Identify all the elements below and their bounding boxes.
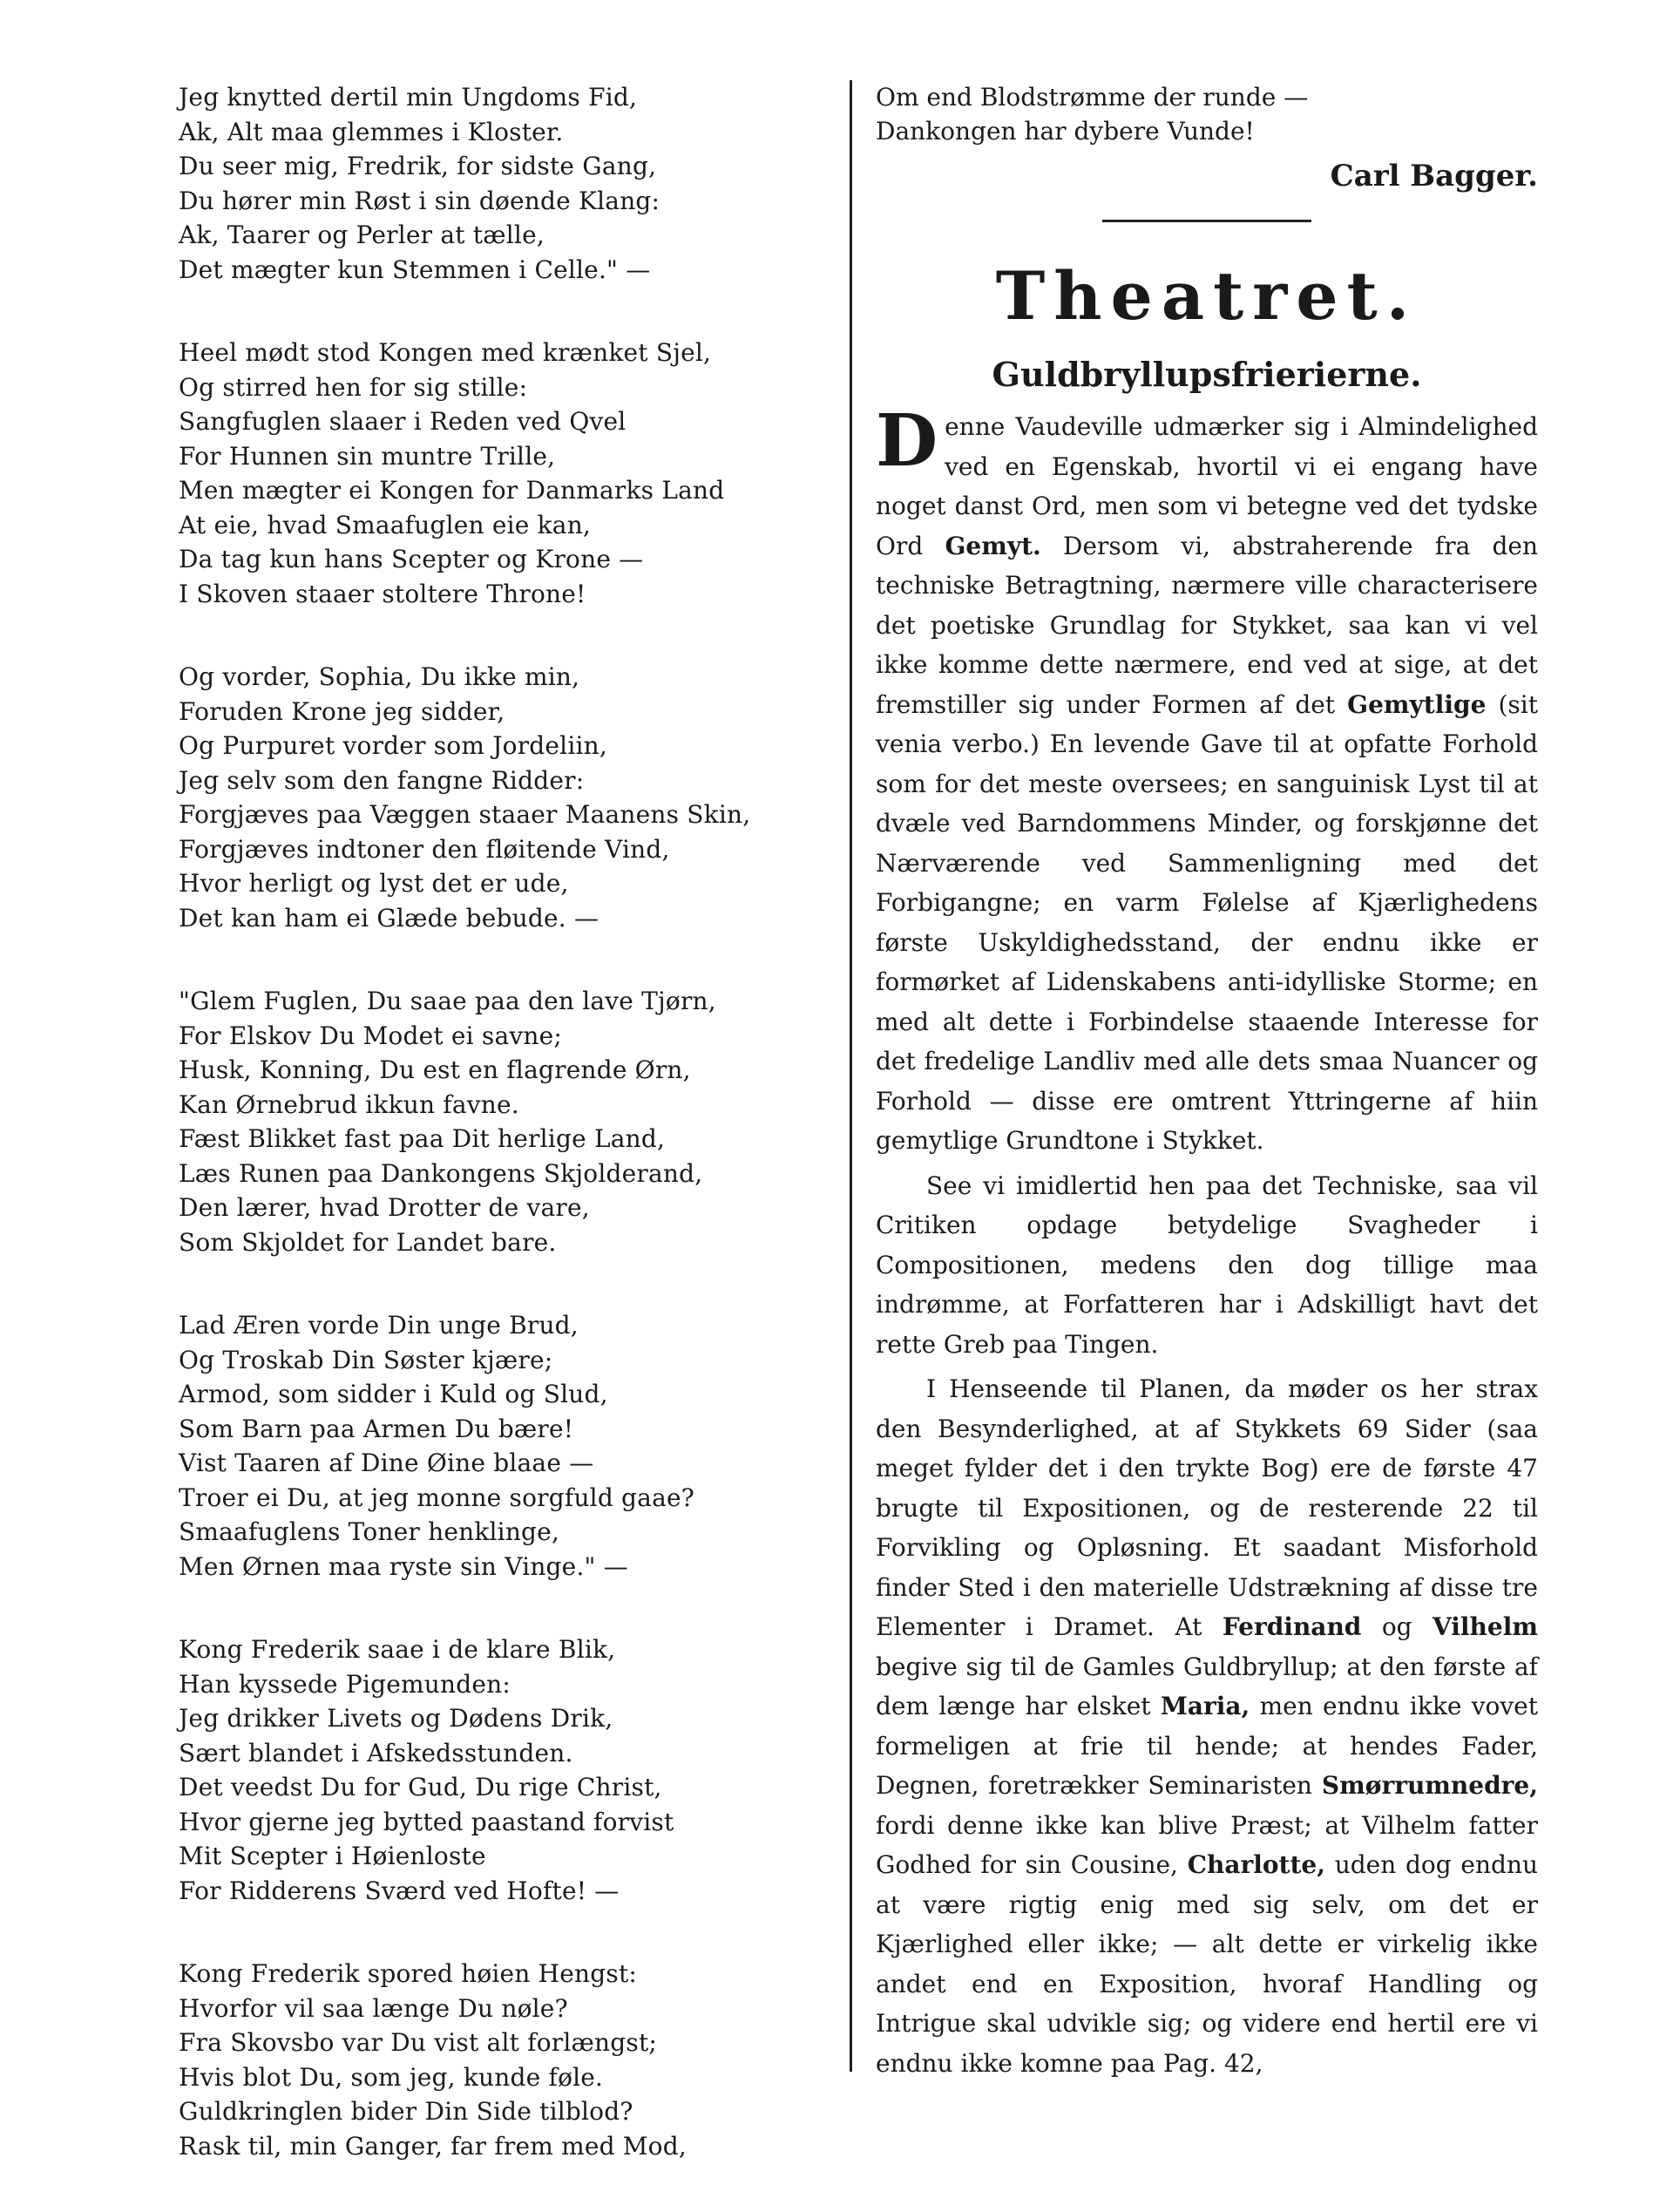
- poem-line: Jeg drikker Livets og Dødens Drik,: [179, 1704, 613, 1733]
- poem-line: Jeg selv som den fangne Ridder:: [179, 765, 585, 795]
- poem-line: "Glem Fuglen, Du saae paa den lave Tjørn,: [179, 987, 716, 1015]
- poem-line: Da tag kun hans Scepter og Krone —: [179, 545, 644, 573]
- poem-line: For Ridderens Sværd ved Hofte! —: [179, 1876, 620, 1905]
- poem-line: Mit Scepter i Høienloste: [179, 1842, 486, 1870]
- poem-line: At eie, hvad Smaafuglen eie kan,: [179, 510, 592, 539]
- poem-line: Troer ei Du, at jeg monne sorgfuld gaae?: [179, 1483, 694, 1512]
- name-ferdinand: Ferdinand: [1222, 1612, 1362, 1641]
- paragraph-1: [876, 399, 1538, 1161]
- article-subtitle: Guldbryllupsfrierierne.: [992, 355, 1422, 394]
- poem-line: Kan Ørnebrud ikkun favne.: [179, 1089, 519, 1119]
- poem-line: Men mægter ei Kongen for Danmarks Land: [179, 476, 725, 505]
- text: fordi denne ikke kan blive Præst; at Vilhelm fatter Godhed for sin Cousine,: [876, 1810, 1538, 1879]
- poem-stanza: [179, 80, 832, 287]
- poem-line: Hvis blot Du, som jeg, kunde føle.: [179, 2062, 604, 2092]
- poem-line: Kong Frederik spored høien Hengst:: [179, 1959, 638, 1988]
- poem-line: Forgjæves paa Væggen staaer Maanens Skin,: [179, 800, 751, 829]
- poem-line: Du hører min Røst i sin døende Klang:: [179, 186, 660, 215]
- poem-line: Og vorder, Sophia, Du ikke min,: [179, 662, 580, 691]
- poem-line: Lad Æren vorde Din unge Brud,: [179, 1311, 579, 1340]
- poem-line: For Hunnen sin muntre Trille,: [179, 441, 556, 471]
- poem-line: Læs Runen paa Dankongens Skjolderand,: [179, 1158, 703, 1188]
- column-divider: [850, 80, 852, 2072]
- text: uden dog endnu at være rigtig enig med sig selv, om det er Kjærlighed eller ikke; — alt dette er virkelig ikke andet end en Exposition, hvoraf Handling og Intrigue skal udvikle sig; og videre end hertil ere vi endnu ikke komne paa Pag. 42,: [876, 1850, 1539, 2078]
- text: I Henseende til Planen, da møder os her strax den Besynderlighed, at af Stykkets 69 Sider (saa meget fylder det i den trykte Bog) ere de første 47 brugte til Expositionen, og de resterende 22 til Forvikling og Opløsning. Et saadant Misforhold finder Sted i den materielle Udstrækning af disse tre Elementer i Dramet. At: [876, 1374, 1538, 1641]
- text: begive sig til de Gamles Guldbryllup; at den første af dem længe har elsket: [876, 1652, 1538, 1720]
- poem-line: Du seer mig, Fredrik, for sidste Gang,: [179, 152, 657, 180]
- text: og: [1361, 1612, 1412, 1641]
- poem-stanza: [179, 1308, 832, 1584]
- right-column: [876, 80, 1538, 2088]
- name-maria: Maria,: [1160, 1692, 1250, 1720]
- poem-end-line: Dankongen har dybere Vunde!: [876, 117, 1255, 146]
- poem-line: Som Barn paa Armen Du bære!: [179, 1414, 574, 1443]
- poem-line: Forgjæves indtoner den fløitende Vind,: [179, 834, 670, 864]
- poem-line: Som Skjoldet for Landet bare.: [179, 1227, 557, 1257]
- poem-line: Fra Skovsbo var Du vist alt forlængst;: [179, 2028, 658, 2057]
- poem-line: Sært blandet i Afskedsstunden.: [179, 1738, 573, 1768]
- poem-line: Den lærer, hvad Drotter de vare,: [179, 1193, 590, 1222]
- poem-line: Fæst Blikket fast paa Dit herlige Land,: [179, 1124, 666, 1153]
- poem-line: Guldkringlen bider Din Side tilblod?: [179, 2097, 633, 2126]
- poem-line: Og stirred hen for sig stille:: [179, 372, 528, 402]
- poem-line: Armod, som sidder i Kuld og Slud,: [179, 1380, 608, 1408]
- poem-line: Hvor gjerne jeg bytted paastand forvist: [179, 1807, 674, 1836]
- name-smorrumnedre: Smørrumnedre,: [1321, 1771, 1538, 1800]
- paragraph-2: See vi imidlertid hen paa det Techniske, saa vil Critiken opdage betydelige Svagheder i Compositionen, medens den dog tillige maa indrømme, at Forfatteren har i Adskilligt havt det rette Greb paa Tingen.: [876, 1170, 1538, 1359]
- poem-line: Sangfuglen slaaer i Reden ved Qvel: [179, 407, 627, 436]
- poem-line: Hvor herligt og lyst det er ude,: [179, 869, 569, 898]
- poem-line: For Elskov Du Modet ei savne;: [179, 1021, 563, 1050]
- text: Dersom vi, abstraherende fra den techniske Betragtning, nærmere ville characterisere det poetiske Grundlag for Stykket, saa kan vi vel ikke komme dette nærmere, end ved at sige, at det fremstiller sig under Formen af det: [876, 531, 1538, 719]
- poem-line: Kong Frederik saae i de klare Blik,: [179, 1635, 616, 1664]
- poem-line: Hvorfor vil saa længe Du nøle?: [179, 1993, 568, 2023]
- author-signature: Carl Bagger.: [1330, 159, 1538, 193]
- name-charlotte: Charlotte,: [1187, 1850, 1325, 1879]
- poem-line: Og Purpuret vorder som Jordeliin,: [179, 731, 607, 760]
- poem-stanza: [179, 1957, 832, 2163]
- poem-end-line: Om end Blodstrømme der runde —: [876, 83, 1309, 112]
- poem-line: Smaafuglens Toner henklinge,: [179, 1517, 560, 1546]
- poem-line: Ak, Alt maa glemmes i Kloster.: [179, 117, 564, 146]
- poem-line: Ak, Taarer og Perler at tælle,: [179, 221, 545, 249]
- poem-stanza: [179, 660, 832, 935]
- text: (sit venia verbo.) En levende Gave til at opfatte Forhold som for det meste oversees; en sanguinisk Lyst til at dvæle ved Barndommens Minder, og forskjønne det Nærværende ved Sammenligning med det Forbigangne; en varm Følelse af Kjærlighedens første Uskyldighedsstand, der endnu ikke er formørket af Lidenskabens anti-idylliske Storme; en med alt dette i Forbindelse staaende Interesse for det fredelige Landliv med alle dets smaa Nuancer og Forhold — disse ere omtrent Yttringerne af hiin gemytlige Grundtone i Stykket.: [876, 689, 1538, 1155]
- paragraph-3: [876, 1369, 1538, 2083]
- poem-stanza: [179, 1632, 832, 1908]
- poem-line: Heel mødt stod Kongen med krænket Sjel,: [179, 338, 712, 367]
- text: men endnu ikke vovet formeligen at frie til hende; at hendes Fader, Degnen, foretrækker Seminaristen: [876, 1692, 1539, 1800]
- poem-line: Jeg knytted dertil min Ungdoms Fid,: [179, 83, 638, 112]
- section-divider: [1102, 220, 1311, 222]
- text: enne Vaudeville udmærker sig i Almindelighed ved en Egenskab, hvortil vi ei engang have noget danst Ord, men som vi betegne ved det tydske Ord: [876, 412, 1538, 560]
- poem-line: Husk, Konning, Du est en flagrende Ørn,: [179, 1055, 691, 1084]
- name-vilhelm: Vilhelm: [1433, 1612, 1538, 1641]
- poem-line: Rask til, min Ganger, far frem med Mod,: [179, 2131, 687, 2161]
- poem-column: [179, 80, 832, 2212]
- poem-stanza: [179, 336, 832, 611]
- poem-line: Vist Taaren af Dine Øine blaae —: [179, 1449, 594, 1477]
- poem-line: Og Troskab Din Søster kjære;: [179, 1345, 553, 1374]
- drop-cap: D: [876, 399, 938, 483]
- poem-line: Han kyssede Pigemunden:: [179, 1669, 511, 1699]
- poem-stanza: [179, 984, 832, 1259]
- term-gemyt: Gemyt.: [945, 531, 1041, 560]
- poem-line: Foruden Krone jeg sidder,: [179, 696, 505, 726]
- term-gemytlige: Gemytlige: [1347, 689, 1487, 719]
- poem-line: Det mægter kun Stemmen i Celle." —: [179, 254, 651, 284]
- poem-line: Det kan ham ei Glæde bebude. —: [179, 903, 599, 933]
- article-body: [876, 399, 1539, 2083]
- poem-line: Men Ørnen maa ryste sin Vinge." —: [179, 1551, 628, 1581]
- poem-line: I Skoven staaer stoltere Throne!: [179, 579, 586, 608]
- poem-line: Det veedst Du for Gud, Du rige Christ,: [179, 1773, 662, 1801]
- section-title: Theatret.: [995, 257, 1419, 335]
